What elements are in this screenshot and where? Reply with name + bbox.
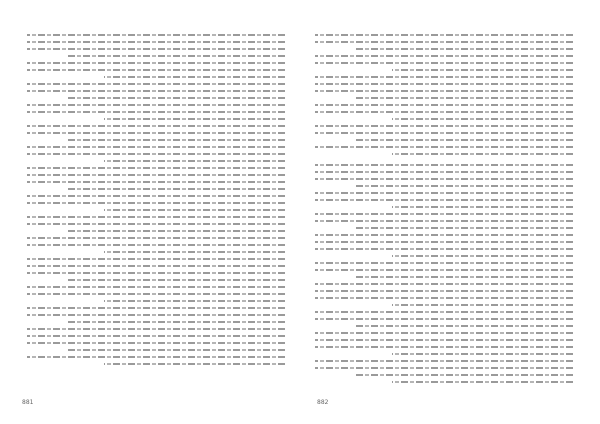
text-line <box>315 367 573 369</box>
text-line <box>392 353 573 355</box>
text-line <box>66 55 285 57</box>
text-line <box>315 234 573 236</box>
text-line <box>27 328 285 330</box>
text-line <box>315 360 573 362</box>
text-line <box>315 290 573 292</box>
text-line <box>315 111 573 113</box>
text-line <box>27 335 285 337</box>
left-page-text-block <box>27 34 285 365</box>
text-line <box>315 199 573 201</box>
text-line <box>27 195 285 197</box>
text-line <box>27 258 285 260</box>
text-line <box>315 262 573 264</box>
text-line <box>27 83 285 85</box>
text-line <box>66 349 285 351</box>
text-line <box>104 251 285 253</box>
text-line <box>27 307 285 309</box>
text-line <box>66 321 285 323</box>
text-line <box>27 104 285 106</box>
text-line <box>27 314 285 316</box>
text-line <box>104 209 285 211</box>
text-line <box>354 227 573 229</box>
text-line <box>104 118 285 120</box>
text-line <box>27 167 285 169</box>
right-page-text-block <box>315 34 573 383</box>
text-line <box>354 185 573 187</box>
text-line <box>104 300 285 302</box>
text-line <box>315 339 573 341</box>
text-line <box>27 202 285 204</box>
text-line <box>27 90 285 92</box>
text-line <box>104 76 285 78</box>
text-line <box>315 55 573 57</box>
text-line <box>392 304 573 306</box>
text-line <box>354 276 573 278</box>
text-line <box>392 153 573 155</box>
text-line <box>27 62 285 64</box>
left-page-number: 881 <box>22 399 34 406</box>
text-line <box>392 381 573 383</box>
text-line <box>315 41 573 43</box>
text-line <box>104 160 285 162</box>
text-line <box>27 132 285 134</box>
text-line <box>315 125 573 127</box>
text-line <box>315 311 573 313</box>
text-line <box>315 192 573 194</box>
text-line <box>315 62 573 64</box>
text-line <box>315 220 573 222</box>
text-line <box>27 272 285 274</box>
text-line <box>66 279 285 281</box>
text-line <box>27 174 285 176</box>
text-line <box>315 269 573 271</box>
text-line <box>27 181 285 183</box>
text-line <box>27 34 285 36</box>
text-line <box>27 111 285 113</box>
text-line <box>354 97 573 99</box>
text-line <box>66 97 285 99</box>
text-line <box>27 125 285 127</box>
text-line <box>392 118 573 120</box>
text-line <box>315 213 573 215</box>
text-line <box>315 164 573 166</box>
text-line <box>66 230 285 232</box>
text-line <box>66 139 285 141</box>
text-line <box>104 363 285 365</box>
text-line <box>315 90 573 92</box>
text-line <box>315 318 573 320</box>
text-line <box>315 297 573 299</box>
right-page <box>315 34 573 388</box>
text-line <box>66 188 285 190</box>
text-line <box>392 206 573 208</box>
text-line <box>27 265 285 267</box>
text-line <box>315 241 573 243</box>
text-line <box>27 237 285 239</box>
text-line <box>27 216 285 218</box>
left-page <box>27 34 285 370</box>
text-line <box>27 342 285 344</box>
text-line <box>315 104 573 106</box>
text-line <box>27 146 285 148</box>
text-line <box>315 132 573 134</box>
text-line <box>354 48 573 50</box>
right-page-number: 882 <box>317 399 329 406</box>
text-line <box>354 374 573 376</box>
text-line <box>315 34 573 36</box>
text-line <box>315 146 573 148</box>
text-line <box>27 153 285 155</box>
text-line <box>27 48 285 50</box>
text-line <box>315 346 573 348</box>
text-line <box>354 325 573 327</box>
text-line <box>315 76 573 78</box>
text-line <box>392 255 573 257</box>
text-line <box>27 356 285 358</box>
text-line <box>315 283 573 285</box>
text-line <box>27 41 285 43</box>
text-line <box>315 332 573 334</box>
text-line <box>392 69 573 71</box>
text-line <box>315 248 573 250</box>
text-line <box>27 286 285 288</box>
text-line <box>315 178 573 180</box>
text-line <box>27 244 285 246</box>
text-line <box>315 83 573 85</box>
text-line <box>315 171 573 173</box>
text-line <box>27 69 285 71</box>
text-line <box>27 293 285 295</box>
text-line <box>27 223 285 225</box>
text-line <box>354 139 573 141</box>
